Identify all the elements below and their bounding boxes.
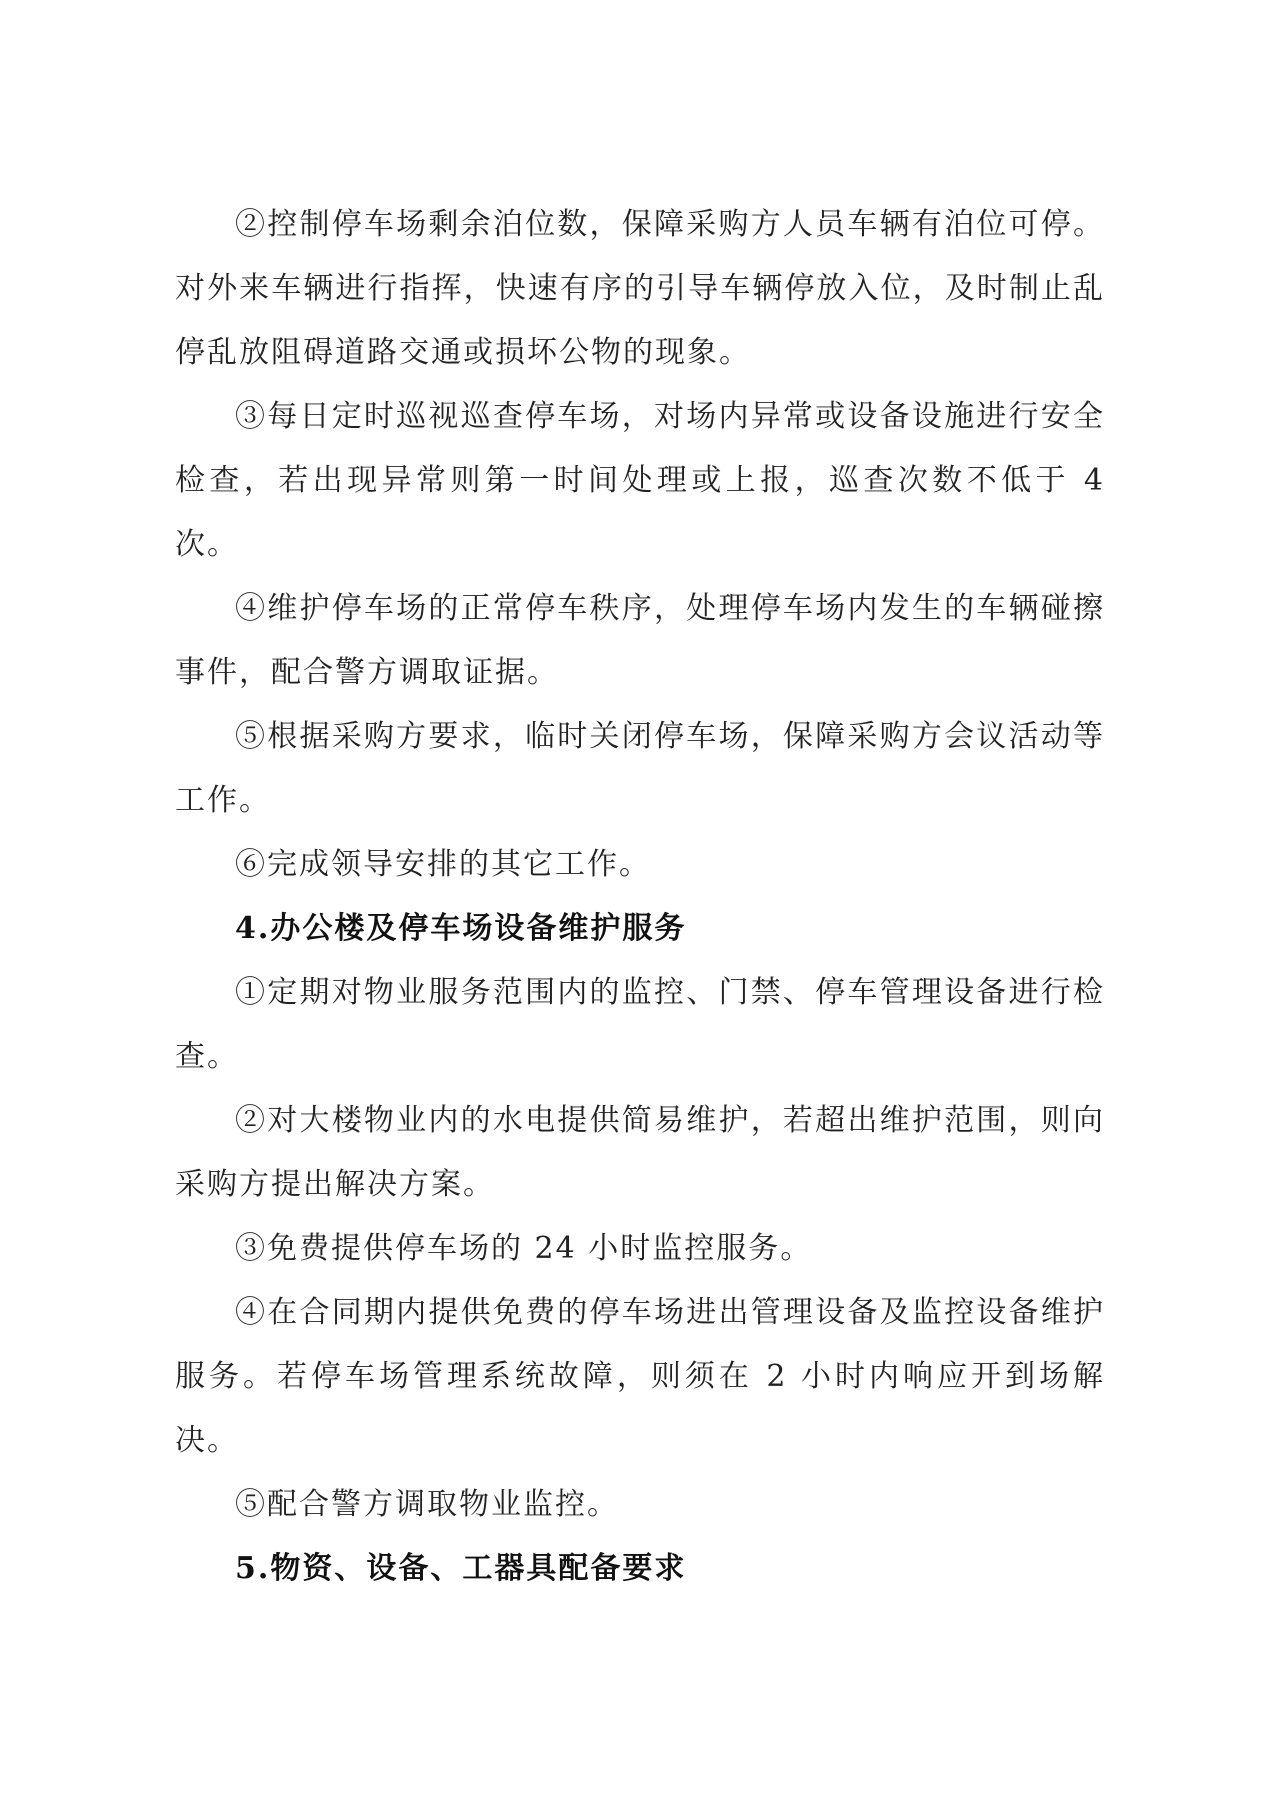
regular-inspection-paragraph: ①定期对物业服务范围内的监控、门禁、停车管理设备进行检查。 (175, 975, 1105, 1074)
parking-spaces-paragraph: ②控制停车场剩余泊位数，保障采购方人员车辆有泊位可停。对外来车辆进行指挥，快速有序的引导车辆停放入位，及时制止乱停乱放阻碍道路交通或损坏公物的现象。 (175, 207, 1105, 370)
device-maintenance-paragraph: ④在合同期内提供免费的停车场进出管理设备及监控设备维护服务。若停车场管理系统故障，则须在 2 小时内响应开到场解决。 (175, 1295, 1105, 1458)
police-cooperation-paragraph: ⑤配合警方调取物业监控。 (235, 1487, 619, 1522)
patrol-inspection-paragraph: ③每日定时巡视巡查停车场，对场内异常或设备设施进行安全检查，若出现异常则第一时间处理或上报，巡查次数不低于 4 次。 (175, 399, 1105, 562)
section-heading-materials-requirements: 5.物资、设备、工器具配备要求 (235, 1551, 687, 1586)
utility-maintenance-paragraph: ②对大楼物业内的水电提供简易维护，若超出维护范围，则向采购方提出解决方案。 (175, 1103, 1105, 1202)
temporary-closure-paragraph: ⑤根据采购方要求，临时关闭停车场，保障采购方会议活动等工作。 (175, 719, 1105, 818)
monitoring-service-paragraph: ③免费提供停车场的 24 小时监控服务。 (235, 1231, 813, 1266)
parking-order-paragraph: ④维护停车场的正常停车秩序，处理停车场内发生的车辆碰擦事件，配合警方调取证据。 (175, 591, 1105, 690)
document-body (175, 193, 1105, 1601)
other-tasks-paragraph: ⑥完成领导安排的其它工作。 (235, 847, 651, 882)
section-heading-equipment-maintenance: 4.办公楼及停车场设备维护服务 (235, 911, 687, 946)
